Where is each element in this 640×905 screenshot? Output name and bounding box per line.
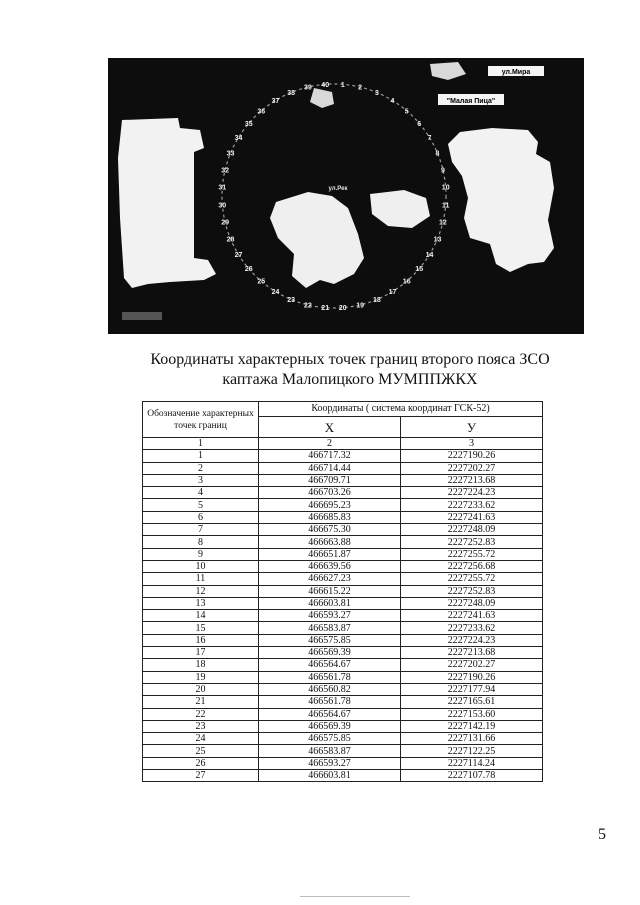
boundary-point-label: 22 xyxy=(304,302,312,310)
y-cell: 2227255.72 xyxy=(401,548,543,560)
point-cell: 14 xyxy=(143,610,259,622)
boundary-point-label: 23 xyxy=(287,297,295,304)
y-cell: 2227224.23 xyxy=(401,487,543,499)
y-cell: 2227224.23 xyxy=(401,634,543,646)
point-cell: 10 xyxy=(143,560,259,572)
x-cell: 466575.85 xyxy=(259,733,401,745)
table-row xyxy=(143,610,543,622)
boundary-point-label: 14 xyxy=(425,252,434,259)
boundary-point-label: 19 xyxy=(356,302,364,310)
y-cell: 2227202.27 xyxy=(401,659,543,671)
point-cell: 1 xyxy=(143,450,259,462)
point-cell: 26 xyxy=(143,757,259,769)
y-cell: 2227241.63 xyxy=(401,610,543,622)
table-row xyxy=(143,524,543,536)
x-cell: 466695.23 xyxy=(259,499,401,511)
boundary-point-label: 17 xyxy=(388,289,397,296)
point-cell: 23 xyxy=(143,720,259,732)
x-cell: 466717.32 xyxy=(259,450,401,462)
boundary-point-label: 3 xyxy=(374,90,379,97)
boundary-point-label: 13 xyxy=(433,236,442,244)
point-cell: 7 xyxy=(143,524,259,536)
point-cell: 24 xyxy=(143,733,259,745)
point-cell: 25 xyxy=(143,745,259,757)
table-row xyxy=(143,450,543,462)
table-row xyxy=(143,745,543,757)
point-cell: 16 xyxy=(143,634,259,646)
point-cell: 22 xyxy=(143,708,259,720)
table-row xyxy=(143,548,543,560)
header-col-2: 2 xyxy=(259,438,401,450)
header-coordinates: Координаты ( система координат ГСК-52) xyxy=(259,402,543,417)
table-body xyxy=(143,450,543,782)
x-cell: 466569.39 xyxy=(259,647,401,659)
point-cell: 17 xyxy=(143,647,259,659)
x-cell: 466603.81 xyxy=(259,597,401,609)
header-y: У xyxy=(401,417,543,438)
map-corner-tag: ул.Мира xyxy=(501,69,531,76)
x-cell: 466615.22 xyxy=(259,585,401,597)
x-cell: 466583.87 xyxy=(259,745,401,757)
table-row xyxy=(143,585,543,597)
boundary-point-label: 12 xyxy=(439,219,447,227)
x-cell: 466583.87 xyxy=(259,622,401,634)
point-cell: 6 xyxy=(143,511,259,523)
table-row xyxy=(143,573,543,585)
caption-line-1: Координаты характерных точек границ второго пояса ЗСО xyxy=(150,351,550,368)
y-cell: 2227248.09 xyxy=(401,524,543,536)
table-row xyxy=(143,770,543,782)
map-tag-title: "Малая Пица" xyxy=(446,98,496,105)
y-cell: 2227114.24 xyxy=(401,757,543,769)
point-cell: 3 xyxy=(143,474,259,486)
table-row xyxy=(143,560,543,572)
boundary-point-label: 7 xyxy=(427,135,432,142)
boundary-point-label: 11 xyxy=(441,202,450,210)
x-cell: 466560.82 xyxy=(259,683,401,695)
boundary-point-label: 34 xyxy=(234,135,243,142)
point-cell: 9 xyxy=(143,548,259,560)
y-cell: 2227241.63 xyxy=(401,511,543,523)
boundary-point-label: 1 xyxy=(340,81,345,89)
x-cell: 466561.78 xyxy=(259,696,401,708)
caption xyxy=(140,350,560,390)
point-cell: 8 xyxy=(143,536,259,548)
boundary-point-label: 10 xyxy=(441,184,450,192)
boundary-point-label: 27 xyxy=(234,252,243,259)
table-row xyxy=(143,622,543,634)
y-cell: 2227177.94 xyxy=(401,683,543,695)
boundary-point-label: 26 xyxy=(244,266,253,274)
map-scale-mark xyxy=(122,312,162,320)
table-row xyxy=(143,499,543,511)
table-row xyxy=(143,683,543,695)
x-cell: 466709.71 xyxy=(259,474,401,486)
table-row xyxy=(143,659,543,671)
table-row xyxy=(143,720,543,732)
y-cell: 2227256.68 xyxy=(401,560,543,572)
header-x: Х xyxy=(259,417,401,438)
boundary-point-label: 25 xyxy=(257,278,266,286)
y-cell: 2227213.68 xyxy=(401,647,543,659)
boundary-point-label: 36 xyxy=(257,108,266,116)
caption-line-2: каптажа Малопицкого МУМППЖКХ xyxy=(222,371,478,388)
table-row xyxy=(143,474,543,486)
y-cell: 2227122.25 xyxy=(401,745,543,757)
x-cell: 466675.30 xyxy=(259,524,401,536)
boundary-point-label: 31 xyxy=(218,184,227,192)
y-cell: 2227142.19 xyxy=(401,720,543,732)
point-cell: 4 xyxy=(143,487,259,499)
table-row xyxy=(143,696,543,708)
y-cell: 2227202.27 xyxy=(401,462,543,474)
boundary-point-label: 32 xyxy=(221,167,229,175)
table-row xyxy=(143,671,543,683)
x-cell: 466593.27 xyxy=(259,757,401,769)
boundary-point-label: 20 xyxy=(338,305,347,313)
footer-rule xyxy=(300,896,410,897)
header-col-3: 3 xyxy=(401,438,543,450)
table-row xyxy=(143,634,543,646)
y-cell: 2227131.66 xyxy=(401,733,543,745)
point-cell: 11 xyxy=(143,573,259,585)
boundary-point-label: 28 xyxy=(226,236,235,244)
table-row xyxy=(143,462,543,474)
y-cell: 2227165.61 xyxy=(401,696,543,708)
point-cell: 15 xyxy=(143,622,259,634)
y-cell: 2227190.26 xyxy=(401,450,543,462)
point-cell: 27 xyxy=(143,770,259,782)
boundary-point-label: 18 xyxy=(373,297,381,304)
y-cell: 2227255.72 xyxy=(401,573,543,585)
map-center-tag: ул.Рек xyxy=(328,186,348,192)
map-svg xyxy=(108,58,584,334)
y-cell: 2227233.62 xyxy=(401,499,543,511)
header-designation: Обозначение характерных точек границ xyxy=(143,402,259,438)
y-cell: 2227107.78 xyxy=(401,770,543,782)
x-cell: 466593.27 xyxy=(259,610,401,622)
y-cell: 2227213.68 xyxy=(401,474,543,486)
boundary-point-label: 2 xyxy=(358,84,363,92)
map-image xyxy=(108,58,584,334)
x-cell: 466627.23 xyxy=(259,573,401,585)
page-number: 5 xyxy=(598,826,606,843)
boundary-point-label: 24 xyxy=(271,289,280,296)
x-cell: 466663.88 xyxy=(259,536,401,548)
x-cell: 466564.67 xyxy=(259,708,401,720)
header-col-1: 1 xyxy=(143,438,259,450)
y-cell: 2227233.62 xyxy=(401,622,543,634)
boundary-point-label: 15 xyxy=(415,266,424,274)
boundary-point-label: 4 xyxy=(390,98,395,105)
x-cell: 466651.87 xyxy=(259,548,401,560)
table-row xyxy=(143,511,543,523)
boundary-point-label: 9 xyxy=(440,167,445,175)
table-row xyxy=(143,733,543,745)
x-cell: 466703.26 xyxy=(259,487,401,499)
x-cell: 466569.39 xyxy=(259,720,401,732)
boundary-point-label: 40 xyxy=(321,81,330,89)
boundary-point-label: 38 xyxy=(287,90,295,97)
boundary-point-label: 30 xyxy=(218,202,227,210)
x-cell: 466603.81 xyxy=(259,770,401,782)
table-row xyxy=(143,487,543,499)
point-cell: 21 xyxy=(143,696,259,708)
table-row xyxy=(143,536,543,548)
y-cell: 2227252.83 xyxy=(401,585,543,597)
table-row xyxy=(143,708,543,720)
point-cell: 13 xyxy=(143,597,259,609)
point-cell: 18 xyxy=(143,659,259,671)
y-cell: 2227252.83 xyxy=(401,536,543,548)
boundary-point-label: 5 xyxy=(404,108,409,116)
point-cell: 5 xyxy=(143,499,259,511)
coordinates-table xyxy=(142,401,543,782)
table-row xyxy=(143,647,543,659)
point-cell: 12 xyxy=(143,585,259,597)
table-row xyxy=(143,757,543,769)
y-cell: 2227153.60 xyxy=(401,708,543,720)
point-cell: 2 xyxy=(143,462,259,474)
boundary-point-label: 35 xyxy=(244,120,253,128)
y-cell: 2227248.09 xyxy=(401,597,543,609)
boundary-point-label: 16 xyxy=(402,278,411,286)
table-row xyxy=(143,597,543,609)
x-cell: 466639.56 xyxy=(259,560,401,572)
boundary-point-label: 33 xyxy=(226,150,235,158)
point-cell: 20 xyxy=(143,683,259,695)
x-cell: 466714.44 xyxy=(259,462,401,474)
x-cell: 466561.78 xyxy=(259,671,401,683)
boundary-point-label: 6 xyxy=(417,120,422,128)
x-cell: 466685.83 xyxy=(259,511,401,523)
boundary-point-label: 29 xyxy=(221,219,229,227)
boundary-point-label: 39 xyxy=(304,84,312,92)
boundary-point-label: 8 xyxy=(435,150,440,158)
boundary-point-label: 37 xyxy=(271,98,280,105)
boundary-point-label: 21 xyxy=(321,305,330,313)
y-cell: 2227190.26 xyxy=(401,671,543,683)
x-cell: 466564.67 xyxy=(259,659,401,671)
x-cell: 466575.85 xyxy=(259,634,401,646)
point-cell: 19 xyxy=(143,671,259,683)
